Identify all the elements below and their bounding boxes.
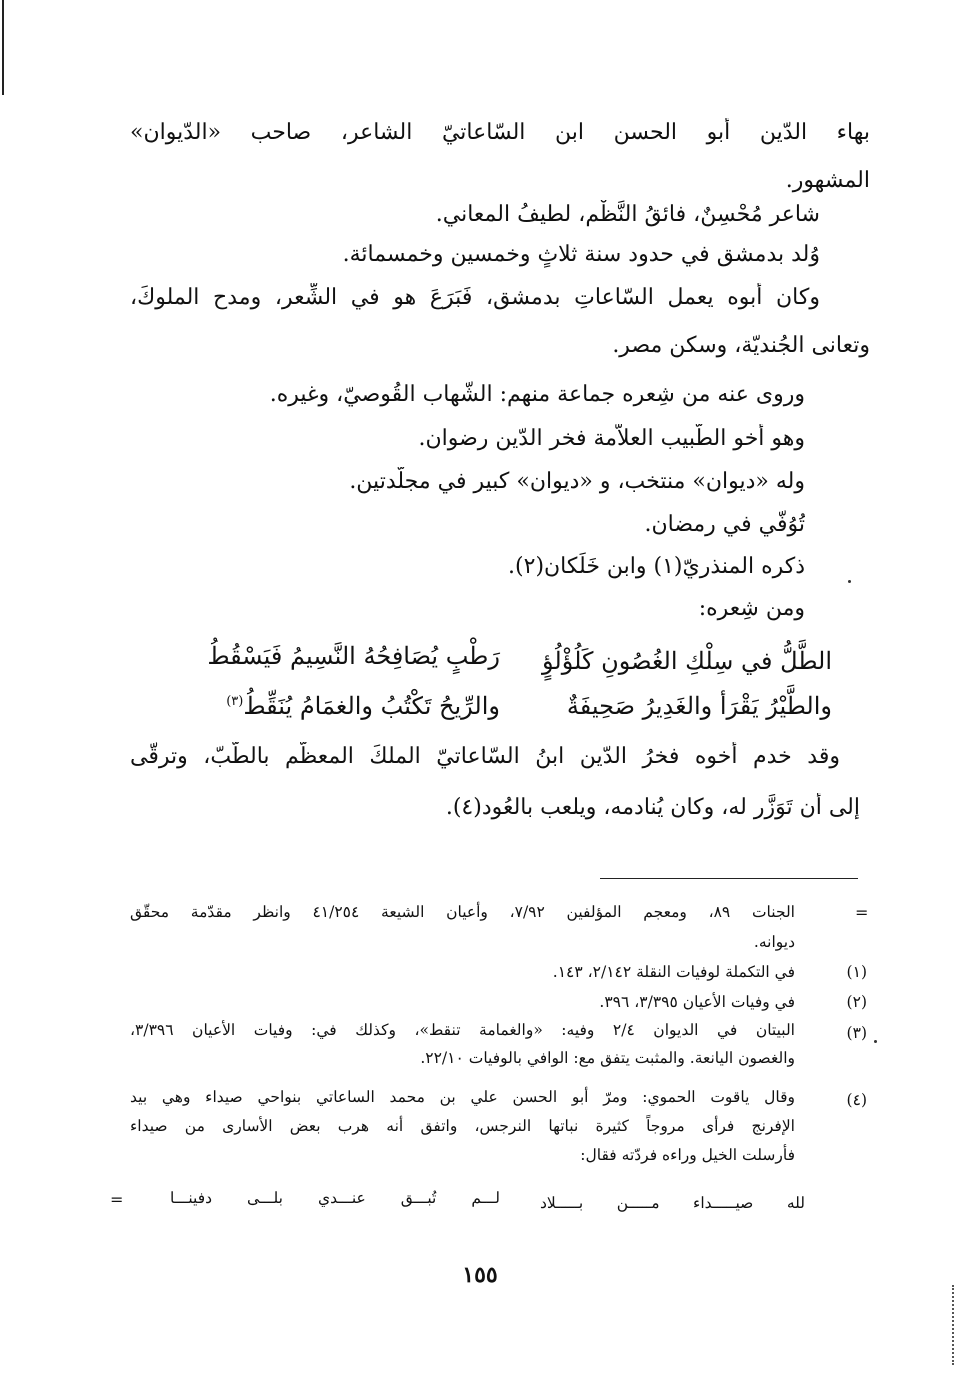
main-text-line: شاعر مُحْسِنٌ، فائقُ النَّظْم، لطيفُ المعاني.	[435, 202, 820, 227]
main-text-line: ومن شِعره:	[698, 596, 805, 621]
verse-hemistich: والرِّيحُ تَكْتُبُ والغمَامُ يُنَقِّطُ	[243, 692, 500, 720]
footnote-line: الجنات ٨٩، ومعجم المؤلفين ٧/٩٢، وأعيان الشيعة ٤١/٢٥٤ وانظر مقدّمة محقّق	[130, 903, 795, 921]
main-text-line: ذكره المنذريّ(١) وابن خَلِّكان(٢).	[508, 554, 805, 579]
main-text-line: وتعانى الجُنديّة، وسكن مصر.	[612, 333, 870, 358]
scan-edge-line	[2, 0, 4, 95]
footnote-number: (٢)	[846, 993, 867, 1011]
main-text-line: وروى عنه من شِعره جماعة منهم: الشّهاب القُوصيّ، وغيره.	[269, 382, 805, 407]
scan-speck	[874, 1040, 877, 1043]
main-text-line: تُوُفّي في رمضان.	[644, 512, 805, 537]
main-text-line: إلى أن تَوَزَّر له، وكان يُنادمه، ويلعب بالعُود(٤).	[445, 795, 860, 820]
scan-edge-dots	[950, 1285, 954, 1365]
footnote-line: فأرسلت الخيل وراءه فردّته فقال:	[580, 1146, 795, 1164]
footnote-poem-hemistich: لـــم تُبـــق عنـــدي بلـــى دفينـــا	[170, 1189, 500, 1207]
footnote-line: البيتان في الديوان ٢/٤ وفيه: «والغمامة تنقط»، وكذلك في: وفيات الأعيان ٣/٣٩٦،	[130, 1021, 795, 1039]
verse-hemistich-with-note	[160, 686, 500, 722]
verse-hemistich: والطَّيْرُ يَقْرَأ والغَدِيرُ صَحِيفَةٌ	[566, 692, 832, 720]
verse-hemistich: رَطْبٍ يُصَافِحُهُ النَّسِيمُ فَيَسْقُطُ	[207, 642, 500, 670]
continuation-marker: =	[855, 903, 869, 922]
footnote-number: (٤)	[846, 1091, 867, 1109]
footnote-line: والغصون اليانعة. والمثبت يتفق مع: الوافي بالوفيات ٢٢/١٠.	[420, 1049, 795, 1067]
footnote-poem-hemistich: لله صيـــــداء مـــــن بـــــلاد	[540, 1194, 805, 1212]
footnote-number: (٣)	[846, 1024, 867, 1042]
footnote-line: ديوانه.	[753, 933, 795, 951]
footnote-line: الإفرنج فرأى مروجاً كثيرة نباتها النرجس، واتفق أنه هرب بعض الأسارى من صيداء	[130, 1117, 795, 1135]
main-text-line: وُلد بدمشق في حدود سنة ثلاثٍ وخمسين وخمسمائة.	[342, 242, 820, 267]
main-text-line: وهو أخو الطّبيب العلاّمة فخر الدّين رضوان.	[418, 426, 805, 451]
footnote-line: وقال ياقوت الحموي: ومرّ أبو الحسن علي بن محمد الساعاتي بنواحي صيداء وهي بيد	[130, 1088, 795, 1106]
scan-speck	[848, 580, 851, 583]
footnote-line: في التكملة لوفيات النقلة ٢/١٤٢، ١٤٣.	[552, 963, 795, 981]
main-text-line: بهاء الدّين أبو الحسن ابن السّاعاتيّ الشاعر، صاحب «الدّيوان»	[130, 120, 870, 145]
main-text-line: وكان أبوه يعمل السّاعاتِ بدمشق، فَبَرَعَ هو في الشِّعر، ومدح الملوكَ،	[130, 285, 820, 310]
main-text-line: المشهور.	[785, 168, 870, 193]
continuation-marker: =	[110, 1190, 124, 1209]
main-text-line: وقد خدم أخوه فخرُ الدّين ابنُ السّاعاتيّ الملكَ المعظّم بالطّبّ، وترقّى	[130, 744, 840, 769]
footnote-line: في وفيات الأعيان ٣/٣٩٥، ٣٩٦.	[599, 993, 795, 1011]
main-text-line: وله «ديوان» منتخب، و «ديوان» كبير في مجلَّدتين.	[349, 469, 805, 494]
page-number: ١٥٥	[462, 1262, 498, 1288]
footnote-number: (١)	[846, 963, 867, 981]
footnote-marker: (٣)	[226, 694, 244, 709]
footnote-separator	[600, 878, 858, 879]
verse-hemistich: الطَّلُّ في سِلْكِ الغُصُونِ كَلُؤْلُؤٍ	[542, 647, 832, 675]
